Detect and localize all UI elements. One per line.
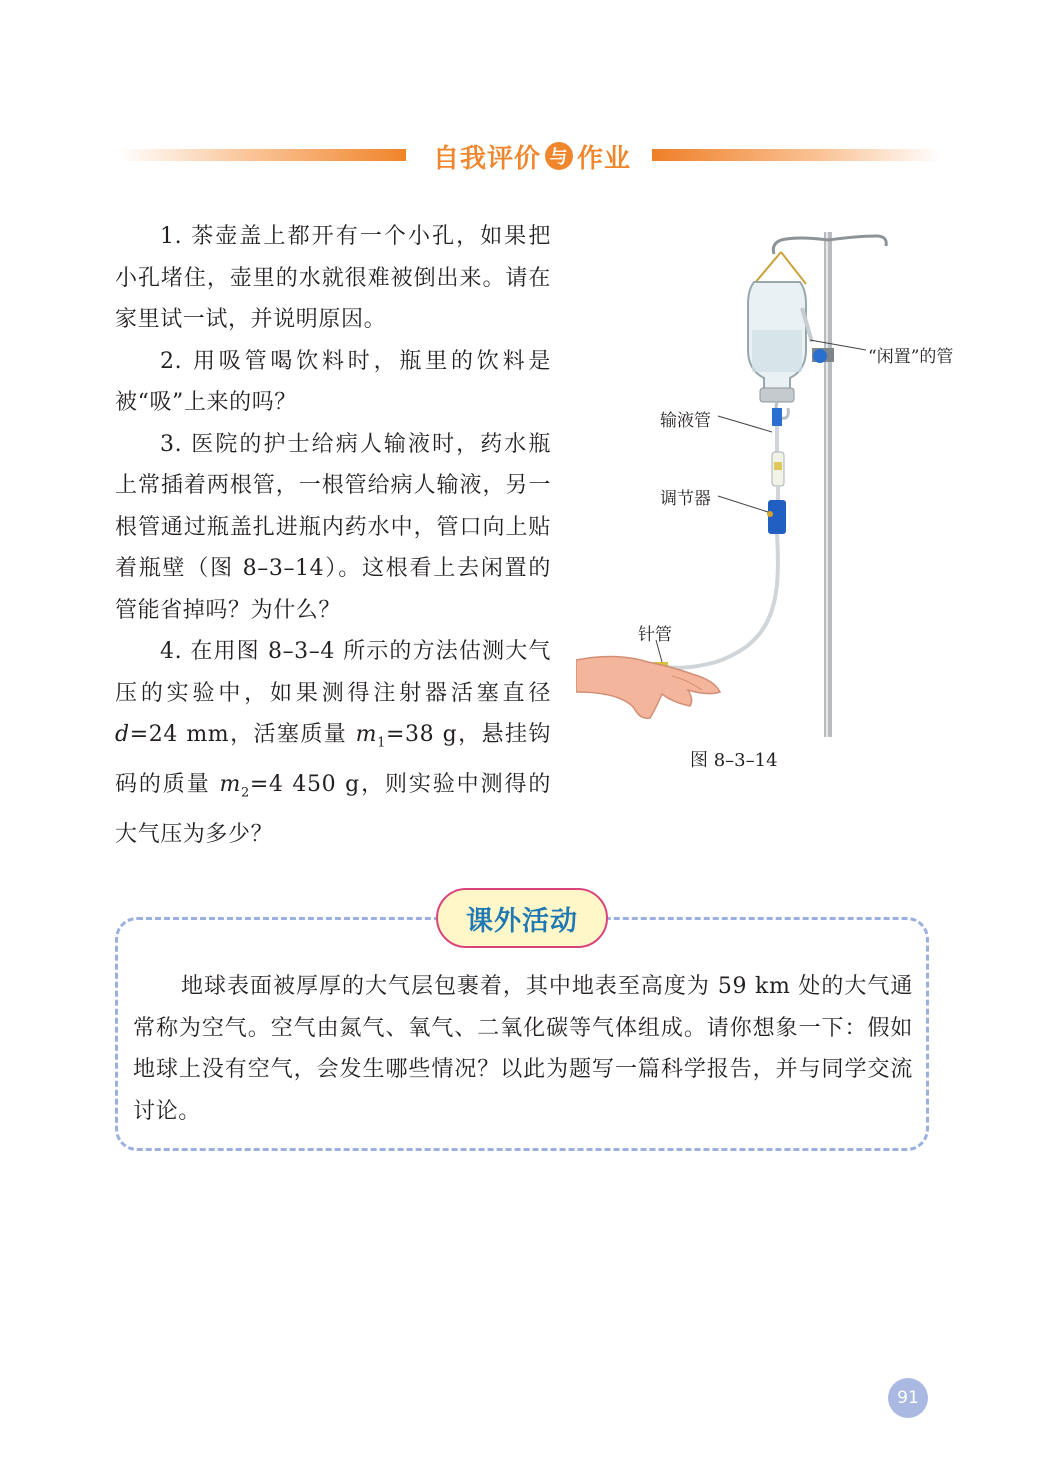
section-header [0, 138, 1043, 178]
question-4 [115, 631, 551, 855]
activity-text [133, 966, 913, 1132]
label-idle-tube: “闲置”的管 [868, 347, 954, 367]
section-title-right: 作业 [577, 143, 632, 174]
question-4-part3: =38 g，悬挂钩码的质量 [115, 722, 551, 797]
var-m2: m [219, 771, 241, 797]
hook-left [773, 238, 828, 254]
section-title-badge: 与 [545, 142, 573, 170]
header-bar-right [652, 149, 942, 161]
var-m1: m [355, 722, 378, 747]
question-4-part1: 4. 在用图 8–3–4 所示的方法估测大气压的实验中，如果测得注射器活塞直径 [115, 639, 551, 706]
sub-1: 1 [377, 735, 386, 751]
question-2: 2. 用吸管喝饮料时，瓶里的饮料是被“吸”上来的吗？ [115, 348, 551, 415]
question-4-part4: =4 450 g，则实验中测得的大气压为多少？ [115, 771, 551, 847]
question-4-part2: =24 mm，活塞质量 [129, 722, 356, 747]
sub-2: 2 [240, 785, 250, 801]
label-needle: 针管 [638, 625, 672, 645]
question-3: 3. 医院的护士给病人输液时，药水瓶上常插着两根管，一根管给病人输液，另一根管通过瓶盖扎进瓶内药水中，管口向上贴着瓶壁（图 8–3–14）。这根看上去闲置的管能省掉吗？为什么？ [115, 431, 551, 623]
section-title [420, 138, 644, 174]
activity-paragraph: 地球表面被厚厚的大气层包裹着，其中地表至高度为 59 km 处的大气通常称为空气。空气由氮气、氧气、二氧化碳等气体组成。请你想象一下：假如地球上没有空气，会发生哪些情况？以此为题写一篇科学报告，并与同学交流讨论。 [133, 974, 913, 1124]
question-list [115, 216, 551, 855]
activity-tag: 课外活动 [436, 888, 608, 948]
section-title-left: 自我评价 [432, 143, 541, 174]
var-d: d [115, 722, 130, 747]
infusion-tube [661, 534, 778, 668]
hook-right [828, 236, 886, 246]
label-regulator: 调节器 [660, 489, 711, 509]
iv-drip-figure [576, 222, 954, 782]
label-infusion-tube: 输液管 [660, 411, 711, 431]
regulator [768, 500, 786, 534]
question-1: 1. 茶壶盖上都开有一个小孔，如果把小孔堵住，壶里的水就很难被倒出来。请在家里试一试，并说明原因。 [115, 224, 551, 332]
page-number: 91 [888, 1378, 928, 1418]
figure-caption: 图 8–3–14 [690, 750, 778, 771]
iv-drip-illustration [576, 222, 916, 742]
header-bar-left [118, 149, 406, 161]
